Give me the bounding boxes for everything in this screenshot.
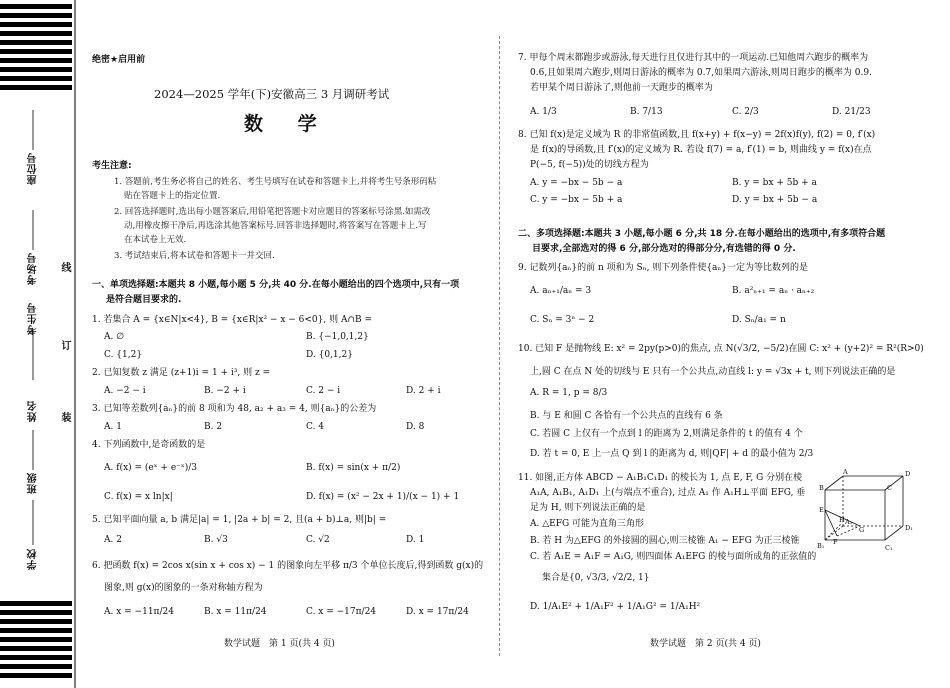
cube-label-f: F bbox=[833, 538, 838, 546]
q10-option-a: A. R = 1, p = 8/3 bbox=[530, 388, 608, 398]
q11-option-b: B. 若 H 为△EFG 的外接圆的圆心,则三棱锥 A₁ − EFG 为正三棱锥 bbox=[530, 536, 800, 546]
section1-heading: 一、单项选择题:本题共 8 小题,每小题 5 分,共 40 分.在每小题给出的四个选项中,只有一项 bbox=[92, 280, 460, 290]
seat-number-label: 座位号 bbox=[28, 152, 39, 185]
cube-label-d1: D₁ bbox=[905, 524, 913, 532]
q1-option-c: C. {1,2} bbox=[104, 350, 143, 360]
cube-label-c: C bbox=[887, 484, 892, 492]
q5-option-d: D. 1 bbox=[406, 535, 425, 545]
q10-stem: 10. 已知 F 是抛物线 E: x² = 2py(p>0)的焦点, 点 N(√3/2, −5/2)在圆 C: x² + (y+2)² = R²(R>0) bbox=[518, 344, 924, 354]
q11-stem-line: 足为 H, 则下列说法正确的是 bbox=[530, 503, 646, 513]
q1-option-d: D. {0,1,2} bbox=[306, 350, 353, 360]
q1-stem: 1. 若集合 A = {x∈N|x<4}, B = {x∈R|x² − x − 6<0}, 则 A∩B = bbox=[92, 315, 373, 325]
q9-option-c: C. Sₙ = 3ⁿ − 2 bbox=[530, 315, 595, 325]
q11-stem-line: 11. 如图,正方体 ABCD − A₁B₁C₁D₁ 的棱长为 1, 点 E, F, G 分别在棱 bbox=[518, 473, 803, 483]
q9-stem: 9. 记数列{aₙ}的前 n 项和为 Sₙ, 则下列条件使{aₙ}一定为等比数列的是 bbox=[518, 263, 809, 273]
cube-label-b: B bbox=[819, 484, 824, 492]
q2-option-d: D. 2 + i bbox=[406, 386, 441, 396]
school-label: 学校 bbox=[28, 548, 39, 570]
q8-option-b: B. y = bx + 5b + a bbox=[732, 178, 817, 188]
q11-option-c-cont: 集合是{0, √3/3, √2/2, 1} bbox=[542, 573, 650, 583]
q6-stem: 6. 把函数 f(x) = 2cos x(sin x + cos x) − 1 的图象向左平移 π/3 个单位长度后,得到函数 g(x)的 bbox=[92, 561, 484, 571]
q5-option-a: A. 2 bbox=[104, 535, 122, 545]
q5-option-b: B. √3 bbox=[204, 535, 228, 545]
q7-option-c: C. 2/3 bbox=[732, 107, 759, 117]
q1-option-a: A. ∅ bbox=[104, 332, 125, 342]
q4-option-d: D. f(x) = (x² − 2x + 1)/(x − 1) + 1 bbox=[306, 492, 460, 502]
left-page bbox=[84, 0, 494, 688]
page-divider bbox=[499, 36, 500, 656]
notice-line: 1. 答题前,考生务必将自己的姓名、考生号填写在试卷和答题卡上,并将考生号条形码粘 bbox=[114, 177, 437, 187]
q8-stem-line: 是 f(x)的导函数,且 f′(x)的定义域为 R. 若设 f(7) = a, f′(1) = b, 则曲线 y = f(x)在点 bbox=[530, 145, 872, 155]
q10-option-c: C. 若圆 C 上仅有一个点到 l 的距离为 2,则满足条件的 t 的值有 4 个 bbox=[530, 429, 803, 439]
cube-diagram bbox=[815, 468, 915, 563]
q3-stem: 3. 已知等差数列{aₙ}的前 8 项和为 48, a₂ + a₃ = 4, 则{aₙ}的公差为 bbox=[92, 404, 377, 414]
q7-option-d: D. 21/23 bbox=[832, 107, 871, 117]
q8-option-d: D. y = bx + 5b − a bbox=[732, 195, 818, 205]
q11-option-a: A. △EFG 可能为直角三角形 bbox=[530, 519, 645, 529]
q3-option-c: C. 4 bbox=[306, 422, 325, 432]
page1-footer: 数学试题 第 1 页(共 4 页) bbox=[224, 639, 335, 649]
q10-option-b: B. 与 E 和圆 C 各恰有一个公共点的直线有 6 条 bbox=[530, 411, 723, 421]
q6-option-d: D. x = 17π/24 bbox=[406, 607, 469, 617]
q7-stem-line: 7. 甲每个周末都跑步或游泳,每天进行且仅进行其中的一项运动.已知他周六跑步的概率为 bbox=[518, 53, 869, 63]
q4-option-b: B. f(x) = sin(x + π/2) bbox=[306, 463, 401, 473]
section1-heading-cont: 是符合题目要求的. bbox=[106, 295, 182, 305]
cut-word-bind: 订 bbox=[59, 340, 70, 350]
q6-stem-cont: 图象,则 g(x)的图象的一条对称轴方程为 bbox=[104, 583, 263, 593]
q3-option-d: D. 8 bbox=[406, 422, 425, 432]
q4-option-c: C. f(x) = x ln|x| bbox=[104, 492, 173, 502]
notice-line: 2. 回答选择题时,选出每小题答案后,用铅笔把答题卡对应题目的答案标号涂黑.如需改 bbox=[114, 207, 431, 217]
cube-label-g: G bbox=[859, 526, 865, 534]
cube-label-b1: B₁ bbox=[817, 542, 825, 550]
name-label: 姓名 bbox=[28, 400, 39, 422]
page2-footer: 数学试题 第 2 页(共 4 页) bbox=[650, 639, 761, 649]
q5-option-c: C. √2 bbox=[306, 535, 330, 545]
q8-option-a: A. y = −bx − 5b − a bbox=[530, 178, 623, 188]
cube-label-h: H bbox=[839, 516, 845, 524]
q3-option-b: B. 2 bbox=[204, 422, 223, 432]
section2-heading: 二、多项选择题:本题共 3 小题,每小题 6 分,共 18 分.在每小题给出的选项中,有多项符合题 bbox=[518, 229, 886, 239]
notice-line: 动,用橡皮擦干净后,再选涂其他答案标号.回答非选择题时,将答案写在答题卡上.写 bbox=[124, 221, 427, 231]
q8-option-c: C. y = −bx − 5b + a bbox=[530, 195, 623, 205]
q2-option-c: C. 2 − i bbox=[306, 386, 341, 396]
cube-label-a1: A₁ bbox=[845, 518, 853, 526]
cube-label-d: D bbox=[905, 470, 911, 478]
q2-option-b: B. −2 + i bbox=[204, 386, 246, 396]
right-page bbox=[510, 0, 940, 688]
section2-heading-cont: 目要求,全部选对的得 6 分,部分选对的得部分分,有选错的得 0 分. bbox=[532, 244, 796, 254]
q7-option-a: A. 1/3 bbox=[530, 107, 557, 117]
student-number-label: 考生号 bbox=[28, 302, 39, 335]
q10-stem-cont: 上,圆 C 在点 N 处的切线与 E 只有一个公共点,动直线 l: y = √3x + t, 则下列说法正确的是 bbox=[530, 367, 896, 377]
q10-option-d: D. 若 t = 0, E 上一点 Q 到 l 的距离为 d, 则|QF| + d 的最小值为 2/3 bbox=[530, 449, 814, 459]
q7-stem-line: 0.6,且如果周六跑步,则周日游泳的概率为 0.7,如果周六游泳,则周日跑步的概率为 0.9. bbox=[530, 68, 872, 78]
q9-option-d: D. Sₙ/a₁ = n bbox=[732, 315, 786, 325]
q4-option-a: A. f(x) = (eˣ + e⁻ˣ)/3 bbox=[104, 463, 197, 473]
q9-option-b: B. a²ₙ₊₁ = aₙ · aₙ₊₂ bbox=[732, 286, 815, 296]
q5-stem: 5. 已知平面向量 a, b 满足|a| = 1, |2a + b| = 2, 且(a + b)⊥a, 则|b| = bbox=[92, 515, 387, 525]
q1-option-b: B. {−1,0,1,2} bbox=[306, 332, 369, 342]
q7-stem-line: 若甲某个周日游泳了,则他前一天跑步的概率为 bbox=[530, 83, 713, 93]
q7-option-b: B. 7/13 bbox=[630, 107, 663, 117]
notice-line: 在本试卷上无效. bbox=[124, 235, 187, 245]
notice-line: 3. 考试结束后,将本试卷和答题卡一并交回. bbox=[114, 251, 275, 261]
q9-option-a: A. aₙ₊₁/aₙ = 3 bbox=[530, 286, 592, 296]
q8-stem-line: P(−5, f(−5))处的切线方程为 bbox=[530, 160, 649, 170]
q6-option-b: B. x = 11π/24 bbox=[204, 607, 267, 617]
q3-option-a: A. 1 bbox=[104, 422, 122, 432]
q6-option-a: A. x = −11π/24 bbox=[104, 607, 174, 617]
q11-option-d: D. 1/A₁E² + 1/A₁F² + 1/A₁G² = 1/A₁H² bbox=[530, 602, 701, 612]
q4-stem: 4. 下列函数中,是奇函数的是 bbox=[92, 440, 206, 450]
cube-label-c1: C₁ bbox=[885, 544, 893, 552]
subject-title: 数 学 bbox=[244, 113, 331, 135]
cut-word-line: 线 bbox=[59, 262, 70, 272]
class-label: 班级 bbox=[28, 472, 39, 494]
q11-stem-line: A₁A, A₁B₁, A₁D₁ 上(与端点不重合), 过点 A₁ 作 A₁H⊥平面 EFG, 垂 bbox=[530, 488, 806, 498]
secret-mark: 绝密★启用前 bbox=[92, 55, 146, 65]
cube-label-a: A bbox=[843, 468, 848, 476]
q6-option-c: C. x = −17π/24 bbox=[306, 607, 377, 617]
q8-stem-line: 8. 已知 f(x)是定义域为 R 的非常值函数,且 f(x+y) + f(x−y) = 2f(x)f(y), f(2) = 0, f′(x) bbox=[518, 130, 876, 140]
notice-line: 贴在答题卡上的指定位置. bbox=[124, 191, 221, 201]
cut-word-install: 装 bbox=[59, 412, 70, 422]
cube-label-e: E bbox=[819, 506, 824, 514]
q2-stem: 2. 已知复数 z 满足 (z+1)i = 1 + i³, 则 z = bbox=[92, 368, 271, 378]
exam-title: 2024—2025 学年(下)安徽高三 3 月调研考试 bbox=[154, 87, 390, 101]
binding-sidebar bbox=[0, 0, 80, 688]
q11-option-c: C. 若 A₁E = A₁F = A₁G, 则四面体 A₁EFG 的棱与面所成角的正弦值的 bbox=[530, 552, 817, 562]
notice-heading: 考生注意: bbox=[92, 161, 132, 171]
q2-option-a: A. −2 − i bbox=[104, 386, 146, 396]
exam-room-label: 考场号 bbox=[28, 252, 39, 285]
